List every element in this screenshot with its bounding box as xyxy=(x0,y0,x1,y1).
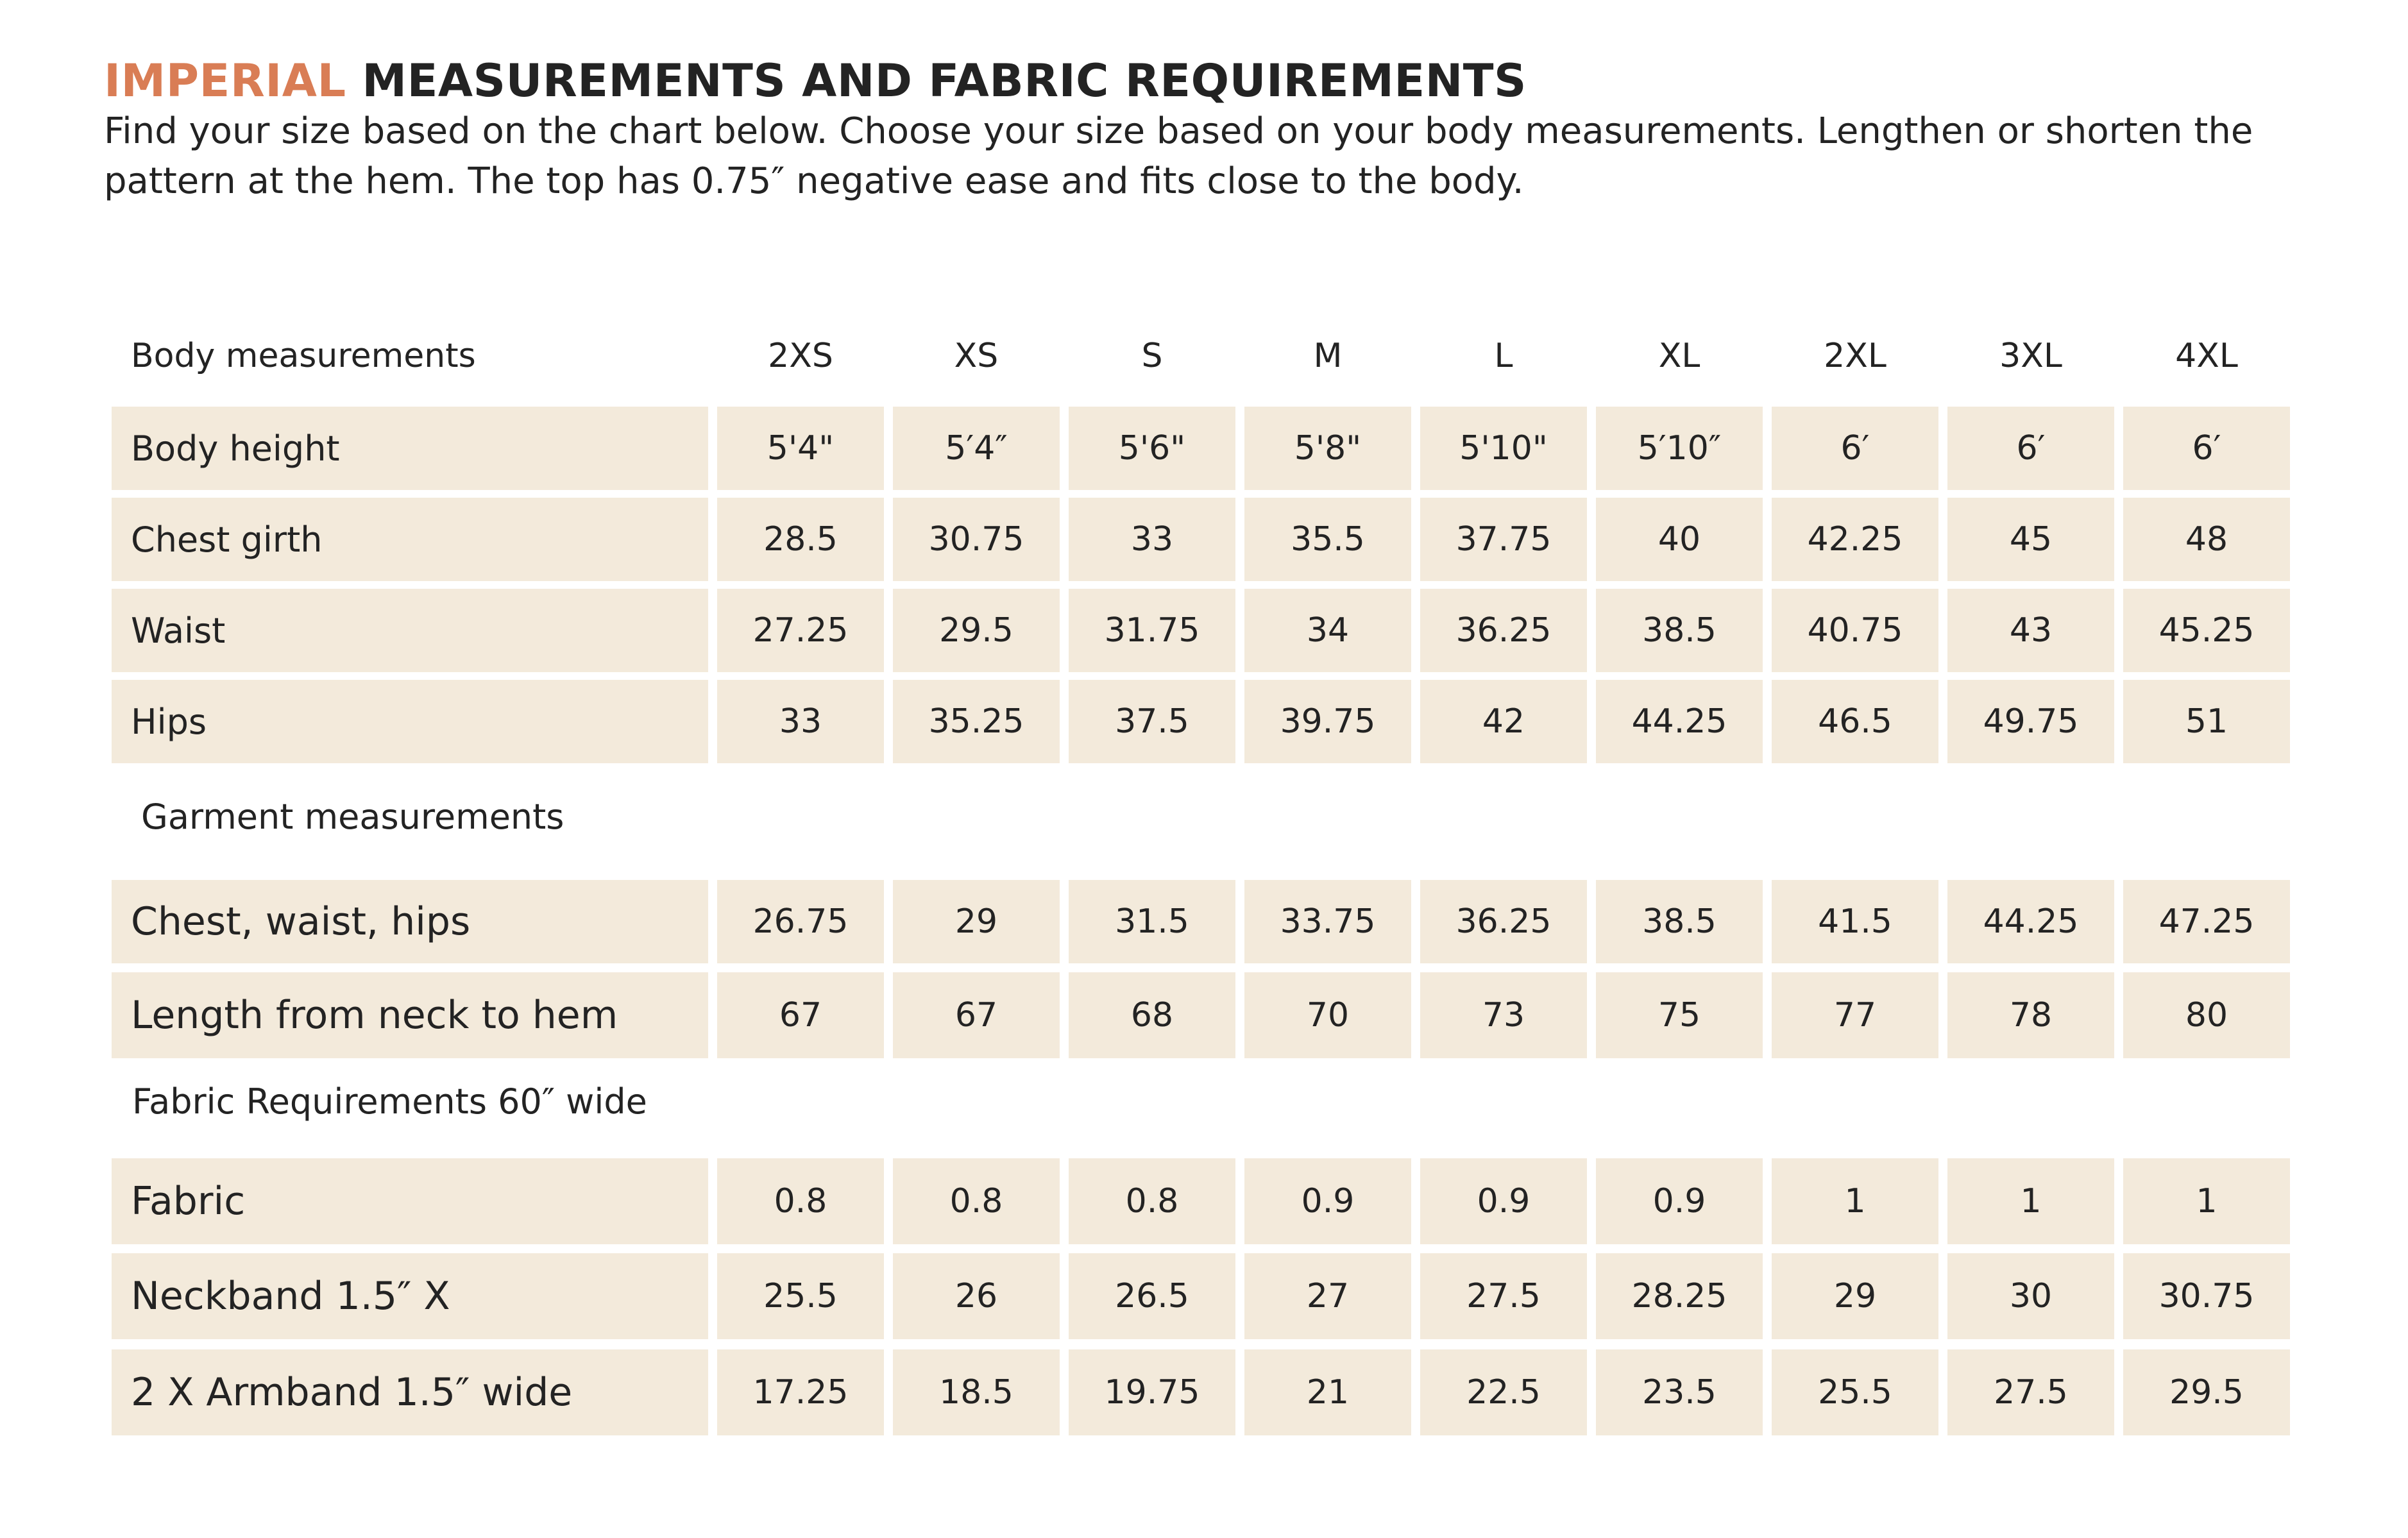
table-cell: 0.8 xyxy=(893,1158,1060,1244)
table-cell: 27.25 xyxy=(717,589,884,672)
table-cell: 0.9 xyxy=(1596,1158,1763,1244)
table-cell: 45 xyxy=(1947,498,2114,581)
body-row-waist xyxy=(112,589,2295,672)
table-cell: 6′ xyxy=(1947,407,2114,490)
table-cell: 34 xyxy=(1244,589,1411,672)
table-cell: 5'8" xyxy=(1244,407,1411,490)
table-cell: 5′4″ xyxy=(893,407,1060,490)
table-cell: 43 xyxy=(1947,589,2114,672)
page-title xyxy=(104,50,1527,112)
table-cell: 23.5 xyxy=(1596,1349,1763,1435)
table-cell: 36.25 xyxy=(1420,880,1587,963)
table-cell: 41.5 xyxy=(1772,880,1938,963)
table-cell: 35.25 xyxy=(893,680,1060,763)
table-cell: 5'10" xyxy=(1420,407,1587,490)
table-cell: 5′10″ xyxy=(1596,407,1763,490)
table-cell: 25.5 xyxy=(717,1253,884,1339)
table-header-row xyxy=(112,325,2295,387)
row-label: Fabric xyxy=(112,1158,708,1244)
table-cell: 17.25 xyxy=(717,1349,884,1435)
table-cell: 31.5 xyxy=(1069,880,1235,963)
table-cell: 29 xyxy=(893,880,1060,963)
table-cell: 49.75 xyxy=(1947,680,2114,763)
table-cell: 27.5 xyxy=(1420,1253,1587,1339)
table-cell: 22.5 xyxy=(1420,1349,1587,1435)
table-cell: 5'6" xyxy=(1069,407,1235,490)
row-label: Length from neck to hem xyxy=(112,972,708,1058)
table-cell: 67 xyxy=(717,972,884,1058)
table-cell: 46.5 xyxy=(1772,680,1938,763)
table-cell: 37.75 xyxy=(1420,498,1587,581)
table-cell: 1 xyxy=(1772,1158,1938,1244)
table-cell: 70 xyxy=(1244,972,1411,1058)
table-cell: 26 xyxy=(893,1253,1060,1339)
size-header: S xyxy=(1141,337,1163,375)
row-label: Waist xyxy=(112,589,708,672)
table-cell: 35.5 xyxy=(1244,498,1411,581)
table-cell: 38.5 xyxy=(1596,880,1763,963)
table-cell: 0.9 xyxy=(1420,1158,1587,1244)
table-cell: 6′ xyxy=(2123,407,2290,490)
table-cell: 27.5 xyxy=(1947,1349,2114,1435)
table-cell: 33 xyxy=(1069,498,1235,581)
table-cell: 40 xyxy=(1596,498,1763,581)
table-cell: 0.8 xyxy=(717,1158,884,1244)
table-cell: 67 xyxy=(893,972,1060,1058)
row-label: Chest, waist, hips xyxy=(112,880,708,963)
table-cell: 29.5 xyxy=(893,589,1060,672)
table-cell: 42 xyxy=(1420,680,1587,763)
fabric-section-label: Fabric Requirements 60″ wide xyxy=(132,1081,647,1122)
intro-text: Find your size based on the chart below. Choose your size based on your body measurements. Lengthen or shorten the pattern at the hem. The top has 0.75″ negative ease and fits close to the body. xyxy=(104,110,2253,202)
table-cell: 44.25 xyxy=(1947,880,2114,963)
size-header: XL xyxy=(1658,337,1700,375)
row-label: Chest girth xyxy=(112,498,708,581)
row-label: 2 X Armband 1.5″ wide xyxy=(112,1349,708,1435)
table-cell: 73 xyxy=(1420,972,1587,1058)
size-header: 3XL xyxy=(1999,337,2062,375)
table-cell: 37.5 xyxy=(1069,680,1235,763)
title-accent: IMPERIAL xyxy=(104,55,346,107)
body-row-chest xyxy=(112,498,2295,581)
fabric-row-neckband xyxy=(112,1253,2295,1339)
table-cell: 28.25 xyxy=(1596,1253,1763,1339)
title-rest: MEASUREMENTS AND FABRIC REQUIREMENTS xyxy=(346,55,1527,107)
table-cell: 26.5 xyxy=(1069,1253,1235,1339)
row-label: Hips xyxy=(112,680,708,763)
table-cell: 45.25 xyxy=(2123,589,2290,672)
fabric-row-armband xyxy=(112,1349,2295,1435)
table-cell: 0.9 xyxy=(1244,1158,1411,1244)
table-cell: 21 xyxy=(1244,1349,1411,1435)
table-cell: 19.75 xyxy=(1069,1349,1235,1435)
size-header: XS xyxy=(954,337,999,375)
garment-row-chest-waist-hips xyxy=(112,880,2295,963)
table-cell: 68 xyxy=(1069,972,1235,1058)
size-header: M xyxy=(1313,337,1343,375)
table-cell: 6′ xyxy=(1772,407,1938,490)
row-label: Body height xyxy=(112,407,708,490)
garment-row-length xyxy=(112,972,2295,1058)
table-cell: 48 xyxy=(2123,498,2290,581)
table-cell: 47.25 xyxy=(2123,880,2290,963)
table-cell: 39.75 xyxy=(1244,680,1411,763)
table-cell: 33 xyxy=(717,680,884,763)
size-header: 4XL xyxy=(2175,337,2238,375)
table-cell: 30.75 xyxy=(893,498,1060,581)
table-cell: 27 xyxy=(1244,1253,1411,1339)
row-label: Neckband 1.5″ X xyxy=(112,1253,708,1339)
table-cell: 0.8 xyxy=(1069,1158,1235,1244)
table-cell: 78 xyxy=(1947,972,2114,1058)
table-cell: 30 xyxy=(1947,1253,2114,1339)
table-cell: 29.5 xyxy=(2123,1349,2290,1435)
table-cell: 33.75 xyxy=(1244,880,1411,963)
size-header: 2XL xyxy=(1824,337,1887,375)
table-cell: 1 xyxy=(1947,1158,2114,1244)
size-header: 2XS xyxy=(768,337,833,375)
fabric-row-fabric xyxy=(112,1158,2295,1244)
table-cell: 26.75 xyxy=(717,880,884,963)
table-cell: 77 xyxy=(1772,972,1938,1058)
table-cell: 44.25 xyxy=(1596,680,1763,763)
table-cell: 29 xyxy=(1772,1253,1938,1339)
table-cell: 1 xyxy=(2123,1158,2290,1244)
table-cell: 40.75 xyxy=(1772,589,1938,672)
table-cell: 51 xyxy=(2123,680,2290,763)
table-cell: 18.5 xyxy=(893,1349,1060,1435)
header-label: Body measurements xyxy=(131,337,476,375)
table-cell: 28.5 xyxy=(717,498,884,581)
table-cell: 36.25 xyxy=(1420,589,1587,672)
table-cell: 38.5 xyxy=(1596,589,1763,672)
table-cell: 80 xyxy=(2123,972,2290,1058)
table-cell: 31.75 xyxy=(1069,589,1235,672)
body-row-hips xyxy=(112,680,2295,763)
table-cell: 42.25 xyxy=(1772,498,1938,581)
garment-section-label: Garment measurements xyxy=(141,797,564,837)
table-cell: 5'4" xyxy=(717,407,884,490)
table-cell: 30.75 xyxy=(2123,1253,2290,1339)
table-cell: 75 xyxy=(1596,972,1763,1058)
table-cell: 25.5 xyxy=(1772,1349,1938,1435)
body-row-height xyxy=(112,407,2295,490)
size-header: L xyxy=(1494,337,1513,375)
